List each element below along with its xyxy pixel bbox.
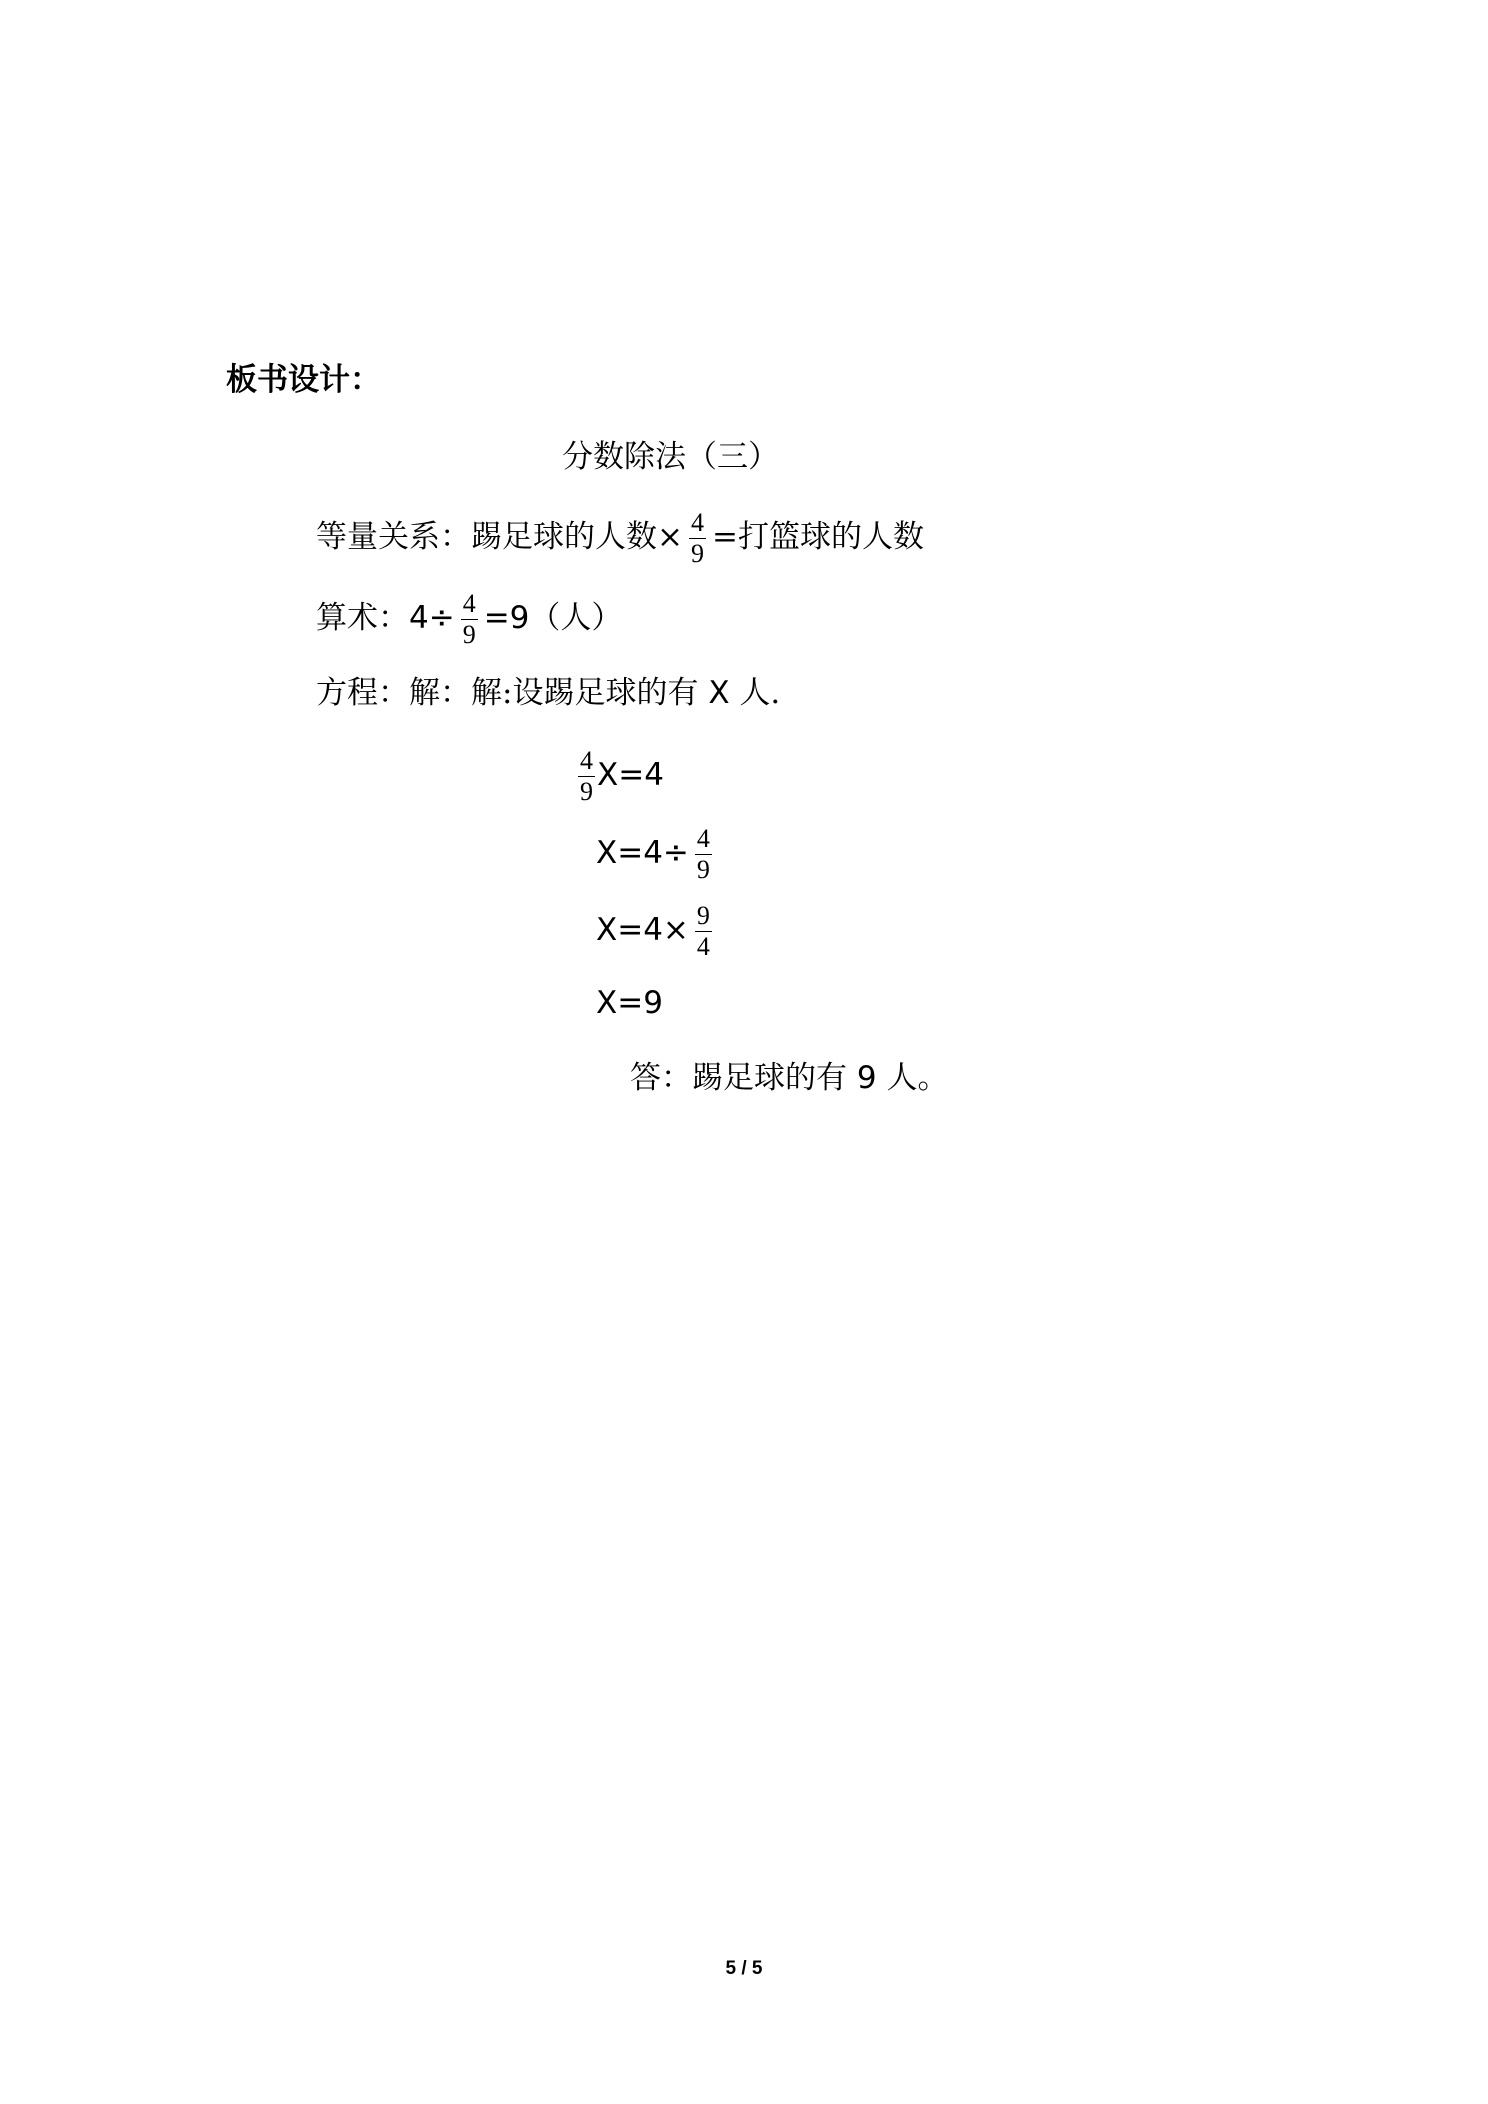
page-number: 5 / 5 <box>725 1958 763 1979</box>
equation-step-3 <box>596 901 718 962</box>
equation-solve-1: 解： <box>409 675 471 711</box>
relation-left-text: 踢足球的人数 <box>471 519 657 555</box>
relation-label: 等量关系： <box>316 519 471 555</box>
equation-label: 方程： <box>316 675 409 711</box>
fraction-denominator: 9 <box>690 539 704 568</box>
relation-times: × <box>657 519 683 555</box>
fraction-numerator: 4 <box>696 824 710 853</box>
step1-fraction <box>578 746 595 807</box>
arithmetic-label: 算术： <box>316 600 409 636</box>
answer-suffix: 人。 <box>886 1060 949 1096</box>
step3-fraction <box>695 901 712 962</box>
equation-step-4: X=9 <box>596 985 663 1021</box>
relation-fraction <box>689 508 706 569</box>
lesson-title: 分数除法（三） <box>562 439 779 475</box>
equation-step-2 <box>596 824 718 885</box>
step3-text: X=4× <box>596 912 689 948</box>
section-heading: 板书设计： <box>226 362 381 398</box>
answer-line <box>630 1058 948 1098</box>
equation-tail: 人. <box>739 675 781 711</box>
arithmetic-fraction <box>461 589 478 650</box>
step1-rest: X=4 <box>597 757 664 793</box>
fraction-numerator: 4 <box>462 589 476 618</box>
arithmetic-unit: （人） <box>529 600 623 636</box>
arithmetic-result: =9 <box>483 600 530 636</box>
arithmetic-lhs: 4÷ <box>409 600 455 636</box>
fraction-numerator: 4 <box>580 746 593 775</box>
equation-solve-2: 解:设踢足球的有 <box>471 675 699 711</box>
fraction-denominator: 4 <box>696 932 710 961</box>
equation-step-1 <box>578 746 664 807</box>
fraction-denominator: 9 <box>462 620 476 649</box>
equation-line <box>316 673 780 713</box>
relation-right-text: =打篮球的人数 <box>711 519 924 555</box>
answer-prefix: 答：踢足球的有 <box>630 1060 847 1096</box>
step2-fraction <box>695 824 712 885</box>
step2-text: X=4÷ <box>596 835 689 871</box>
fraction-denominator: 9 <box>580 777 593 806</box>
fraction-numerator: 9 <box>696 901 710 930</box>
fraction-numerator: 4 <box>690 508 704 537</box>
answer-number: 9 <box>856 1060 877 1096</box>
relation-line <box>316 508 924 569</box>
equation-variable: X <box>708 675 730 711</box>
arithmetic-line <box>316 589 622 650</box>
fraction-denominator: 9 <box>696 855 710 884</box>
